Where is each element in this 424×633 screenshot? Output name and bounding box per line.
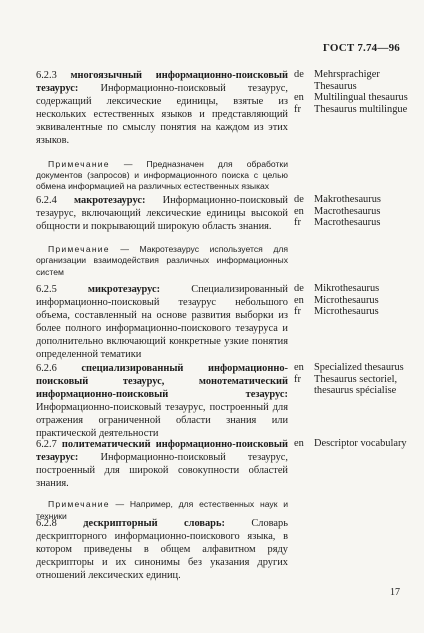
- term-number: 6.2.8: [36, 518, 57, 529]
- term-name: макротезаурус:: [74, 195, 146, 206]
- term-name: специализированный информационно-поисковый тезаурус, монотематический информационно-поисковый тезаурус:: [36, 363, 288, 401]
- note-text: — Макротезаурус используется для организации взаимодействия различных информационных систем: [36, 244, 289, 277]
- equivalents: [294, 283, 422, 318]
- term-name: дескрипторный словарь:: [83, 518, 225, 529]
- equivalent-en: en Macrothesaurus: [294, 205, 381, 217]
- note-label: Примечание: [48, 244, 110, 255]
- entry-6-2-3: [36, 69, 422, 192]
- equivalent-de: de Mehrsprachiger Thesaurus: [294, 69, 380, 92]
- term-number: 6.2.6: [36, 363, 57, 374]
- entry-6-2-8: [36, 517, 422, 582]
- term-definition: Информационно-поисковый тезаурус, содержащий лексические единицы, взятые из нескольких естественных языков и представляющий эквивалентные по смыслу понятия на каждом из этих языков.: [36, 83, 288, 147]
- equivalents: [294, 69, 422, 115]
- term-name: политематический информационно-поисковый тезаурус:: [36, 439, 288, 464]
- term-note: [36, 244, 288, 278]
- term-text: [36, 283, 288, 362]
- note-label: Примечание: [48, 499, 110, 510]
- term-text: [36, 438, 288, 490]
- equivalents: [294, 362, 422, 397]
- term-text: [36, 362, 288, 441]
- equivalent-fr: fr Microthesaurus: [294, 306, 379, 318]
- equivalent-en: en Specialized thesaurus: [294, 362, 404, 373]
- standard-header: ГОСТ 7.74—96: [322, 42, 400, 54]
- note-text: — Например, для естественных наук и техники: [36, 499, 288, 521]
- term-definition: Информационно-поисковый тезаурус, включающий лексические единицы высокой общности и покрывающий широкую область знания.: [36, 195, 288, 233]
- term-definition: Информационно-поисковый тезаурус, построенный для отражения ограниченной области знания или практической деятельности: [36, 402, 288, 440]
- equivalent-en: en Descriptor vocabulary: [294, 438, 407, 449]
- equivalent-en: en Multilingual thesaurus: [294, 92, 408, 104]
- term-definition: Информационно-поисковый тезаурус, построенный для широкой совокупности областей знания.: [36, 452, 288, 490]
- term-text: [36, 69, 288, 148]
- term-number: 6.2.7: [36, 439, 57, 450]
- term-name: многоязычный информационно-поисковый тезаурус:: [36, 70, 288, 95]
- entry-6-2-7: [36, 438, 422, 522]
- term-text: [36, 194, 288, 233]
- equivalents: [294, 438, 422, 450]
- term-definition: Словарь дескрипторного информационно-поискового языка, в котором приведены в общем алфавитном ряду дескрипторы и их синонимы без указания других отношений лексических единиц.: [36, 518, 288, 582]
- note-label: Примечание: [48, 158, 110, 169]
- entry-6-2-5: [36, 283, 422, 362]
- equivalent-fr: fr Macrothesaurus: [294, 217, 381, 229]
- term-text: [36, 517, 288, 582]
- equivalent-de: de Mikrothesaurus: [294, 283, 380, 294]
- term-note: [36, 159, 288, 193]
- entry-6-2-6: [36, 362, 422, 441]
- entry-6-2-4: [36, 194, 422, 278]
- equivalent-de: de Makrothesaurus: [294, 194, 381, 205]
- equivalent-fr: fr Thesaurus multilingue: [294, 103, 408, 115]
- term-definition: Специализированный информационно-поисковый тезаурус небольшого объема, составленный на основе развития выборки из более полного информационно-поискового тезауруса и дополнительно включающий конкретные узкие понятия определенной тематики: [36, 284, 288, 361]
- equivalent-en: en Microthesaurus: [294, 294, 379, 306]
- term-name: микротезаурус:: [87, 284, 161, 295]
- term-number: 6.2.3: [36, 70, 57, 81]
- term-number: 6.2.5: [36, 284, 57, 295]
- term-number: 6.2.4: [36, 195, 57, 206]
- equivalents: [294, 194, 422, 229]
- page-number: 17: [390, 587, 400, 598]
- equivalent-fr: fr Thesaurus sectoriel, thesaurus spécialise: [294, 373, 398, 397]
- note-text: — Предназначен для обработки документов (запросов) и информационного поиска с целью обмена информацией на различных естественных языках: [36, 158, 288, 191]
